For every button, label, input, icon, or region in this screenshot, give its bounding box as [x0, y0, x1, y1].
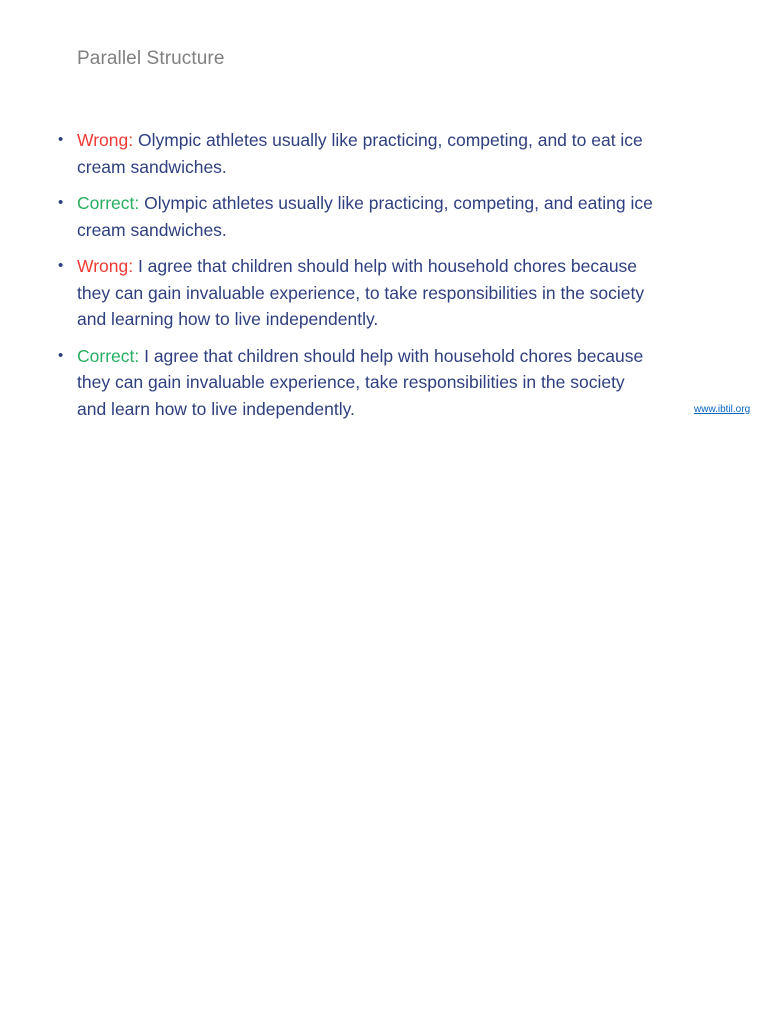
example-text: I agree that children should help with household chores because they can gain invaluable experience, to take responsibilities in the society and learning how to live independently.: [77, 256, 645, 329]
list-item-correct-1: [58, 190, 658, 243]
example-list: [58, 127, 658, 432]
label-correct: Correct:: [77, 345, 140, 366]
list-item-wrong-1: [58, 127, 658, 180]
label-wrong: Wrong:: [77, 130, 134, 150]
bullet-icon: •: [58, 346, 64, 364]
example-text: I agree that children should help with household chores because they can gain invaluable experience, take responsibilities in the society and learn how to live independently.: [77, 345, 644, 419]
label-correct: Correct:: [77, 193, 140, 213]
list-item-wrong-2: [58, 253, 658, 333]
bullet-icon: •: [58, 194, 64, 211]
page-title: Parallel Structure: [77, 48, 225, 69]
source-link[interactable]: www.ibtil.org: [694, 404, 751, 415]
example-text: Olympic athletes usually like practicing, competing, and eating ice cream sandwiches.: [77, 193, 653, 240]
example-text: Olympic athletes usually like practicing, competing, and to eat ice cream sandwiches.: [77, 130, 643, 177]
list-item-correct-2: [58, 343, 658, 423]
label-wrong: Wrong:: [77, 256, 134, 276]
bullet-icon: •: [58, 257, 64, 274]
bullet-icon: •: [58, 131, 64, 148]
